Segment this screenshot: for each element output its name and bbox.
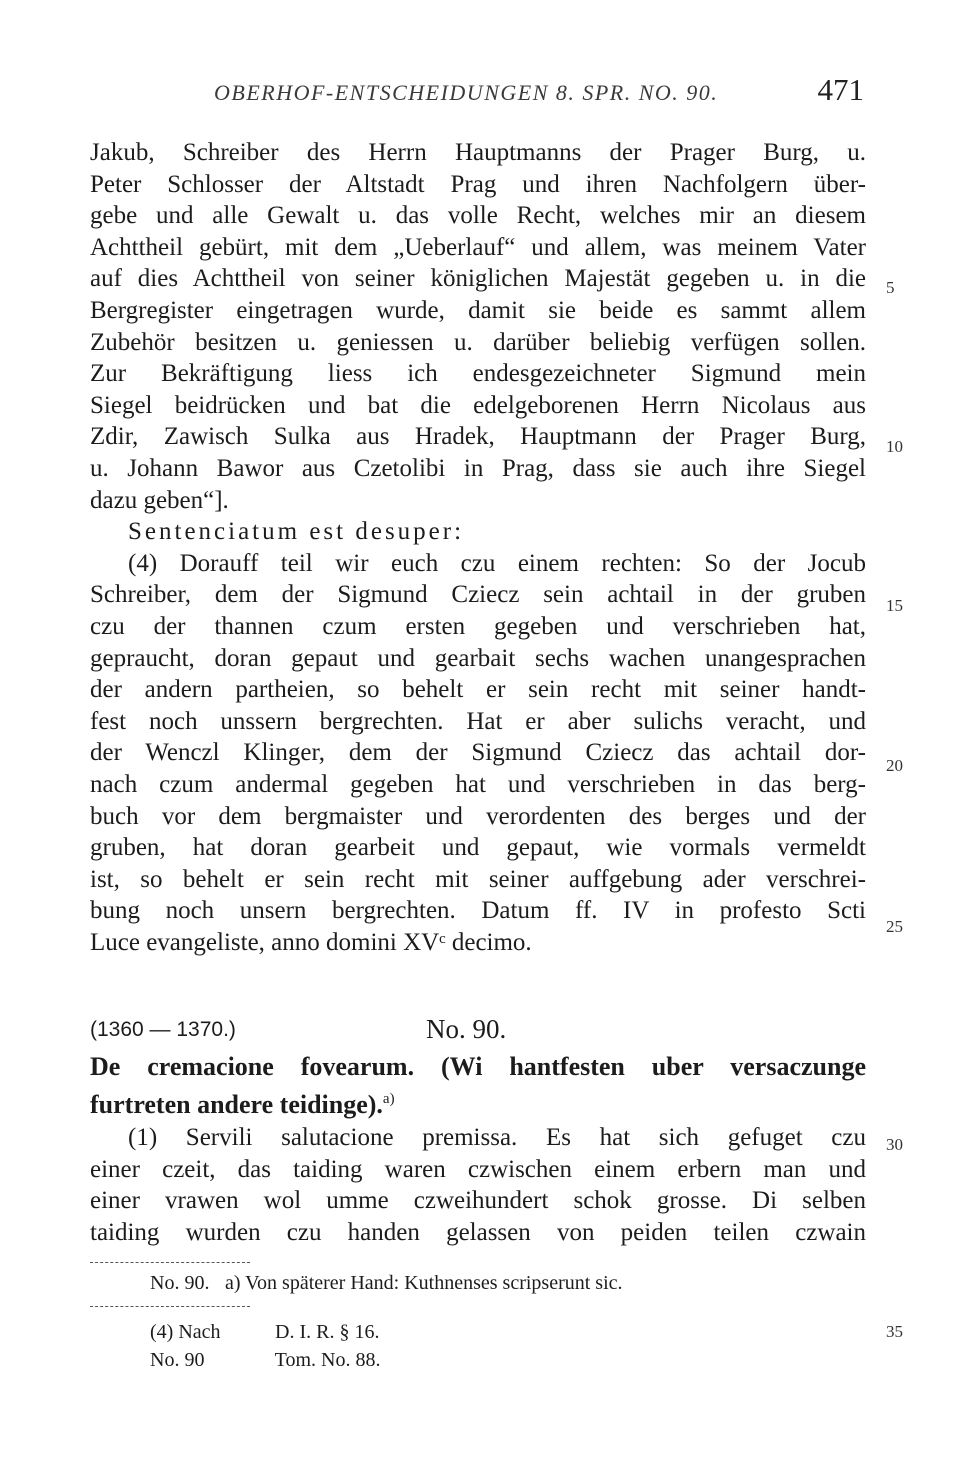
margin-line-number: 35 xyxy=(886,1322,903,1341)
text-line: Bergregister eingetragen wurde, damit sie beide es sammt allem xyxy=(90,297,866,324)
footnote-text: a) Von späterer Hand: Kuthnenses scripserunt sic. xyxy=(225,1272,623,1294)
date-range: (1360 — 1370.) xyxy=(90,1018,236,1041)
text-line: Zur Bekräftigung liess ich endesgezeichneter Sigmund mein xyxy=(90,360,866,388)
margin-line-number: 20 xyxy=(886,756,903,775)
text-line: ist, so behelt er sein recht mit seiner auffgebung ader verschrei- xyxy=(90,865,866,893)
text-line: Schreiber, dem der Sigmund Cziecz sein achtail in der gruben xyxy=(90,581,866,609)
footnote-rule xyxy=(90,1262,250,1263)
reference-text: D. I. R. § 16. xyxy=(275,1321,380,1343)
text-line: der Wenczl Klinger, dem der Sigmund Cziecz das achtail dor- xyxy=(90,739,866,767)
text-line: auf dies Achttheil von seiner königlichen Majestät gegeben u. in die xyxy=(90,265,866,293)
margin-line-number: 15 xyxy=(886,596,903,615)
text-line: dazu geben“]. xyxy=(90,486,229,514)
source-reference xyxy=(150,1319,379,1345)
text-line: gepraucht, doran gepaut und gearbait sechs wachen unangesprachen xyxy=(90,644,866,672)
footnote-rule xyxy=(90,1306,250,1307)
text-line: Sentenciatum est desuper: xyxy=(128,518,465,546)
text-line: buch vor dem bergmaister und verordenten des berges und der xyxy=(90,802,866,830)
text-line: einer vrawen wol umme czweihundert schok grosse. Di selben xyxy=(90,1187,866,1215)
page-number: 471 xyxy=(817,72,864,107)
text-line: bung noch unsern bergrechten. Datum ff. IV in profesto Scti xyxy=(90,897,866,925)
text-line: Luce evangeliste, anno domini XVᶜ decimo. xyxy=(90,929,532,956)
text-line: fest noch unssern bergrechten. Hat er aber sulichs veracht, und xyxy=(90,707,866,735)
document-heading-line: De cremacione fovearum. (Wi hantfesten uber versaczunge xyxy=(90,1052,866,1081)
text-line: (1) Servili salutacione premissa. Es hat sich gefuget czu xyxy=(128,1124,866,1151)
document-heading-line xyxy=(90,1082,866,1119)
reference-text: Tom. No. 88. xyxy=(274,1349,381,1371)
text-line: Jakub, Schreiber des Herrn Hauptmanns der Prager Burg, u. xyxy=(90,139,866,166)
text-line: einer czeit, das taiding waren czwischen einem erbern man und xyxy=(90,1155,866,1183)
text-line: Peter Schlosser der Altstadt Prag und ihren Nachfolgern über- xyxy=(90,170,866,198)
heading-text: furtreten andere teidinge). xyxy=(90,1090,383,1119)
text-line: u. Johann Bawor aus Czetolibi in Prag, dass sie auch ihre Siegel xyxy=(90,455,866,482)
running-head xyxy=(90,70,866,110)
text-line: nach czum andermal gegeben hat und verschrieben in das berg- xyxy=(90,771,866,798)
document-header xyxy=(90,1012,866,1048)
margin-line-number: 10 xyxy=(886,437,903,456)
footnote xyxy=(150,1270,623,1296)
reference-label: (4) Nach xyxy=(150,1321,221,1343)
text-line: Zdir, Zawisch Sulka aus Hradek, Hauptmann der Prager Burg, xyxy=(90,423,866,451)
running-title: OBERHOF-ENTSCHEIDUNGEN 8. SPR. NO. 90. xyxy=(214,80,719,105)
text-line: Zubehör besitzen u. geniessen u. darüber beliebig verfügen sollen. xyxy=(90,328,866,356)
footnote-marker: a) xyxy=(382,1091,395,1107)
text-line: gruben, hat doran gearbeit und gepaut, wie vormals vermeldt xyxy=(90,834,866,862)
text-line: (4) Dorauff teil wir euch czu einem rechten: So der Jocub xyxy=(128,549,866,577)
text-line: taiding wurden czu handen gelassen von peiden teilen czwain xyxy=(90,1218,866,1246)
text-line: gebe und alle Gewalt u. das volle Recht, welches mir an diesem xyxy=(90,202,866,230)
footnote-label: No. 90. xyxy=(150,1272,210,1294)
reference-label: No. 90 xyxy=(150,1349,205,1371)
margin-line-number: 30 xyxy=(886,1135,903,1154)
text-line: czu der thannen czum ersten gegeben und verschrieben hat, xyxy=(90,613,866,640)
margin-line-number: 5 xyxy=(886,278,895,297)
source-reference xyxy=(150,1347,380,1373)
document-number: No. 90. xyxy=(426,1014,507,1044)
text-line: Siegel beidrücken und bat die edelgeborenen Herrn Nicolaus aus xyxy=(90,391,866,419)
text-line: der andern partheien, so behelt er sein recht mit seiner handt- xyxy=(90,676,866,704)
margin-line-number: 25 xyxy=(886,917,903,936)
text-line: Achttheil gebürt, mit dem „Ueberlauf“ und allem, was meinem Vater xyxy=(90,233,866,261)
